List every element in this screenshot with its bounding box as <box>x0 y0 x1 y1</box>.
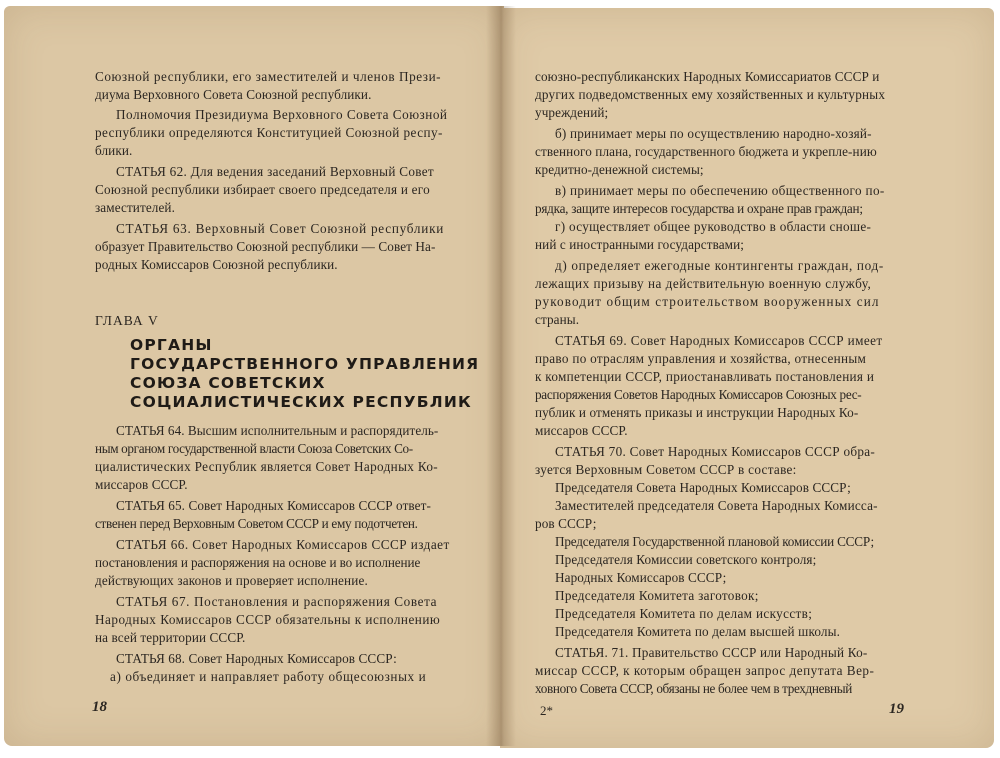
text-line: СТАТЬЯ 63. Верховный Совет Союзной республики <box>116 221 445 236</box>
text-line: Председателя Комитета заготовок; <box>555 588 759 603</box>
text-line: на всей территории СССР. <box>95 630 246 645</box>
text-line: ров СССР; <box>535 516 597 531</box>
text-line: республики определяются Конституцией Союзной респу- <box>95 125 443 140</box>
text-line: Народных Комиссаров СССР обязательны к исполнению <box>95 612 441 627</box>
text-line: Председателя Государственной плановой комиссии СССР; <box>555 534 874 549</box>
text-line: б) принимает меры по осуществлению народно-хозяй- <box>555 126 872 141</box>
text-line: других подведомственных ему хозяйственных и культурных <box>535 87 886 102</box>
text-line: распоряжения Советов Народных Комиссаров Союзных рес- <box>535 387 862 402</box>
text-line: учреждений; <box>535 105 609 120</box>
text-line: в) принимает меры по обеспечению общественного по- <box>555 183 885 198</box>
text-line: СТАТЬЯ 68. Совет Народных Комиссаров СССР: <box>116 651 397 666</box>
text-line: Председателя Комиссии советского контроля; <box>555 552 817 567</box>
text-line: Председателя Комитета по делам высшей школы. <box>555 624 841 639</box>
text-line: ственен перед Верховным Советом СССР и ему подотчетен. <box>95 516 418 531</box>
text-line: Заместителей председателя Совета Народных Комисса- <box>555 498 878 513</box>
text-line: Союзной республики избирает своего председателя и его <box>95 182 430 197</box>
text-line: миссар СССР, к которым обращен запрос депутата Вер- <box>535 663 875 678</box>
text-line: СТАТЬЯ 66. Совет Народных Комиссаров СССР издает <box>116 537 450 552</box>
signature-mark: 2* <box>540 703 553 718</box>
text-line: Председателя Совета Народных Комиссаров СССР; <box>555 480 851 495</box>
text-line: СТАТЬЯ 65. Совет Народных Комиссаров СССР ответ- <box>116 498 431 513</box>
text-line: ственного плана, государственного бюджета и укрепле-нию <box>535 144 877 159</box>
text-line: Союзной республики, его заместителей и членов Прези- <box>95 69 442 84</box>
text-line: кредитно-денежной системы; <box>535 162 704 177</box>
page-number-left: 18 <box>92 699 107 715</box>
text-line: рядка, защите интересов государства и охране прав граждан; <box>535 201 863 216</box>
text-line: союзно-республиканских Народных Комиссариатов СССР и <box>535 69 880 84</box>
text-line: миссаров СССР. <box>95 477 188 492</box>
text-line: зуется Верховным Советом СССР в составе: <box>535 462 797 477</box>
text-line: Полномочия Президиума Верховного Совета Союзной <box>116 107 448 122</box>
text-line: СТАТЬЯ 67. Постановления и распоряжения Совета <box>116 594 438 609</box>
text-line: постановления и распоряжения на основе и во исполнение <box>95 555 421 570</box>
chapter-heading-line: ГОСУДАРСТВЕННОГО УПРАВЛЕНИЯ <box>130 355 480 373</box>
text-line: к компетенции СССР, приостанавливать постановления и <box>535 369 875 384</box>
chapter-heading-line: СОЦИАЛИСТИЧЕСКИХ РЕСПУБЛИК <box>130 393 472 411</box>
chapter-label: ГЛАВА V <box>95 313 159 328</box>
text-line: страны. <box>535 312 580 327</box>
text-line: блики. <box>95 143 133 158</box>
text-line: публик и отменять приказы и инструкции Народных Ко- <box>535 405 859 420</box>
text-line: СТАТЬЯ 69. Совет Народных Комиссаров СССР имеет <box>555 333 883 348</box>
text-line: диума Верховного Совета Союзной республики. <box>95 87 372 102</box>
text-line: ховного Совета СССР, обязаны не более чем в трехдневный <box>535 681 852 696</box>
text-line: заместителей. <box>95 200 175 215</box>
text-line: д) определяет ежегодные контингенты граждан, под- <box>555 258 884 273</box>
text-line: СТАТЬЯ 64. Высшим исполнительным и распорядитель- <box>116 423 439 438</box>
text-line: а) объединяет и направляет работу общесоюзных и <box>110 669 427 684</box>
text-line: СТАТЬЯ. 71. Правительство СССР или Народный Ко- <box>555 645 868 660</box>
text-line: ний с иностранными государствами; <box>535 237 745 252</box>
text-line: СТАТЬЯ 62. Для ведения заседаний Верховный Совет <box>116 164 434 179</box>
text-line: ным органом государственной власти Союза Советских Со- <box>95 441 413 456</box>
text-line: циалистических Республик является Совет Народных Ко- <box>95 459 439 474</box>
text-line: образует Правительство Союзной республики — Совет На- <box>95 239 436 254</box>
text-line: родных Комиссаров Союзной республики. <box>95 257 338 272</box>
text-line: Председателя Комитета по делам искусств; <box>555 606 813 621</box>
text-line: г) осуществляет общее руководство в области сноше- <box>555 219 872 234</box>
text-line: руководит общим строительством вооруженных сил <box>535 294 880 309</box>
page-number-right: 19 <box>889 701 904 717</box>
chapter-heading-line: СОЮЗА СОВЕТСКИХ <box>130 374 326 392</box>
text-line: миссаров СССР. <box>535 423 628 438</box>
chapter-heading-line: ОРГАНЫ <box>130 336 213 354</box>
text-line: действующих законов и проверяет исполнение. <box>95 573 368 588</box>
text-line: СТАТЬЯ 70. Совет Народных Комиссаров СССР обра- <box>555 444 876 459</box>
text-line: лежащих призыву на действительную военную службу, <box>535 276 872 291</box>
text-line: право по отраслям управления и хозяйства, отнесенным <box>535 351 867 366</box>
text-line: Народных Комиссаров СССР; <box>555 570 727 585</box>
